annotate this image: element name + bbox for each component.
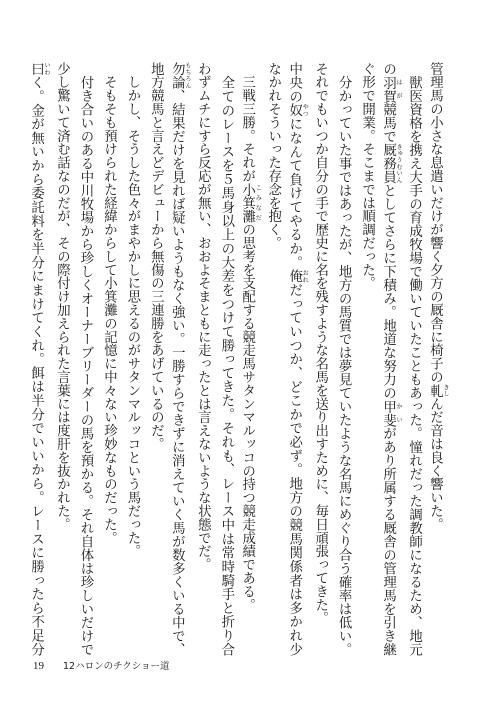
text-run: 付き合いのある中川牧場から珍しくオーナーブリーダーの馬を預かる。それ自体は珍しいだけで — [77, 62, 93, 656]
text-column — [238, 62, 261, 656]
ruby-reading: はが — [395, 75, 403, 103]
text-column — [261, 62, 284, 656]
ruby-word — [286, 103, 309, 118]
text-column — [332, 62, 355, 656]
text-run: 地方競馬と言えどデビューから無傷の三連勝をあげているのだ。 — [148, 62, 164, 451]
ruby-word — [380, 75, 403, 103]
text-run: 管理馬の小さな息遣いだけが響く夕方の厩舎に椅子の — [427, 62, 443, 384]
text-run: そもそも預けられた経緯からして小箕灘の記憶に中々ない珍妙なものだった。 — [101, 62, 117, 545]
ruby-base: 羽賀 — [380, 75, 396, 103]
text-run: になんて負けてやるか。 — [286, 117, 302, 270]
ruby-base: 勿論 — [169, 62, 185, 90]
text-run: だっていつか、どこかで必ず。地方の競馬関係者は多かれ少 — [286, 283, 302, 656]
text-run: く。金が無いから委託料を半分にまけてくれ。餌は半分でいいから。レースに勝ったら不足分 — [28, 75, 44, 656]
ruby-reading: きし — [442, 383, 449, 398]
ruby-reading: もちろん — [183, 62, 191, 89]
text-column — [191, 62, 214, 656]
text-column — [426, 62, 449, 656]
text-column — [167, 62, 190, 656]
text-run: 競馬で — [380, 102, 396, 144]
ruby-base: 奴 — [286, 103, 302, 118]
text-run: としてさらに下積み。地道な努力の — [380, 183, 396, 400]
text-run: それでもいつか自分の手で歴史に名を残すような名馬を送り出すために、毎日頑張ってきた。 — [312, 62, 328, 625]
text-run: 獣医資格を携え大手の育成牧場で働いていたこともあった。憧れだった調教師になるため、地元 — [406, 62, 422, 656]
text-run: 、結果だけを見れば疑いようもなく強い。一勝すらできずに消えていく馬が数多くいる中で、 — [169, 89, 185, 656]
text-run: 三戦三勝。それが — [239, 62, 255, 183]
text-run: わずムチにすら反応が無い、おおよそまともに走ったとは言えないような状態でだ。 — [195, 62, 211, 572]
text-column — [355, 62, 378, 656]
text-run: の思考を支配する競走馬サタンマルッコの持つ競走成績である。 — [239, 222, 255, 612]
text-run: 中央の — [286, 62, 302, 104]
page-number: 19 — [33, 660, 44, 672]
text-run: があり所属する厩舎の管理馬を引き継 — [380, 426, 396, 656]
running-title: 12ハロンのチクショー道 — [63, 661, 170, 672]
text-column — [214, 62, 237, 656]
ruby-base: 曰 — [28, 62, 44, 76]
ruby-base: 厩務員 — [380, 143, 396, 184]
ruby-reading: きゅうむいん — [395, 143, 403, 184]
ruby-word — [380, 399, 403, 427]
text-run: の — [380, 62, 396, 76]
text-run: なかれそういった存念を抱く。 — [265, 62, 281, 250]
ruby-base: 甲斐 — [380, 399, 396, 427]
text-run: 全てのレースを５馬身以上の大差をつけて勝ってきた。それも、レース中は常時騎手と折り合 — [218, 62, 234, 656]
text-run: 分かっていた事ではあったが、地方の馬質では夢見ていたような名馬にめぐり合う確率は低い。 — [336, 62, 352, 656]
text-run: しかし、そうした色々がまやかしに思えるのがサタンマルッコという馬だった。 — [124, 62, 140, 558]
text-run: ぐ形で開業。そこまでは順調だった。 — [359, 62, 375, 290]
ruby-reading: いわ — [43, 62, 51, 76]
ruby-word — [28, 62, 51, 76]
text-run: んだ音は良く響いた。 — [427, 397, 443, 532]
text-column — [144, 62, 167, 656]
ruby-word — [239, 182, 262, 223]
text-column — [402, 62, 425, 656]
ruby-reading: やつ — [301, 103, 309, 117]
ruby-base: 軋 — [427, 383, 443, 398]
ruby-base: 小箕灘 — [239, 182, 255, 223]
ruby-base: 俺 — [286, 269, 302, 284]
text-column — [285, 62, 308, 656]
ruby-word — [380, 143, 403, 184]
text-column — [97, 62, 120, 656]
text-column — [74, 62, 97, 656]
ruby-word — [169, 62, 191, 90]
text-run: 少し驚いて済む話なのだが、その際付け加えられた言葉には度肝を抜かれた。 — [54, 62, 70, 531]
ruby-reading: おれ — [301, 269, 309, 283]
text-column — [50, 62, 73, 656]
text-column — [308, 62, 331, 656]
text-column — [379, 62, 402, 656]
ruby-reading: こみなだ — [254, 182, 262, 223]
text-column — [120, 62, 143, 656]
ruby-word — [286, 269, 309, 284]
ruby-word — [427, 383, 449, 398]
ruby-reading: かい — [395, 399, 403, 427]
text-column — [27, 62, 50, 656]
body-text — [26, 62, 449, 656]
